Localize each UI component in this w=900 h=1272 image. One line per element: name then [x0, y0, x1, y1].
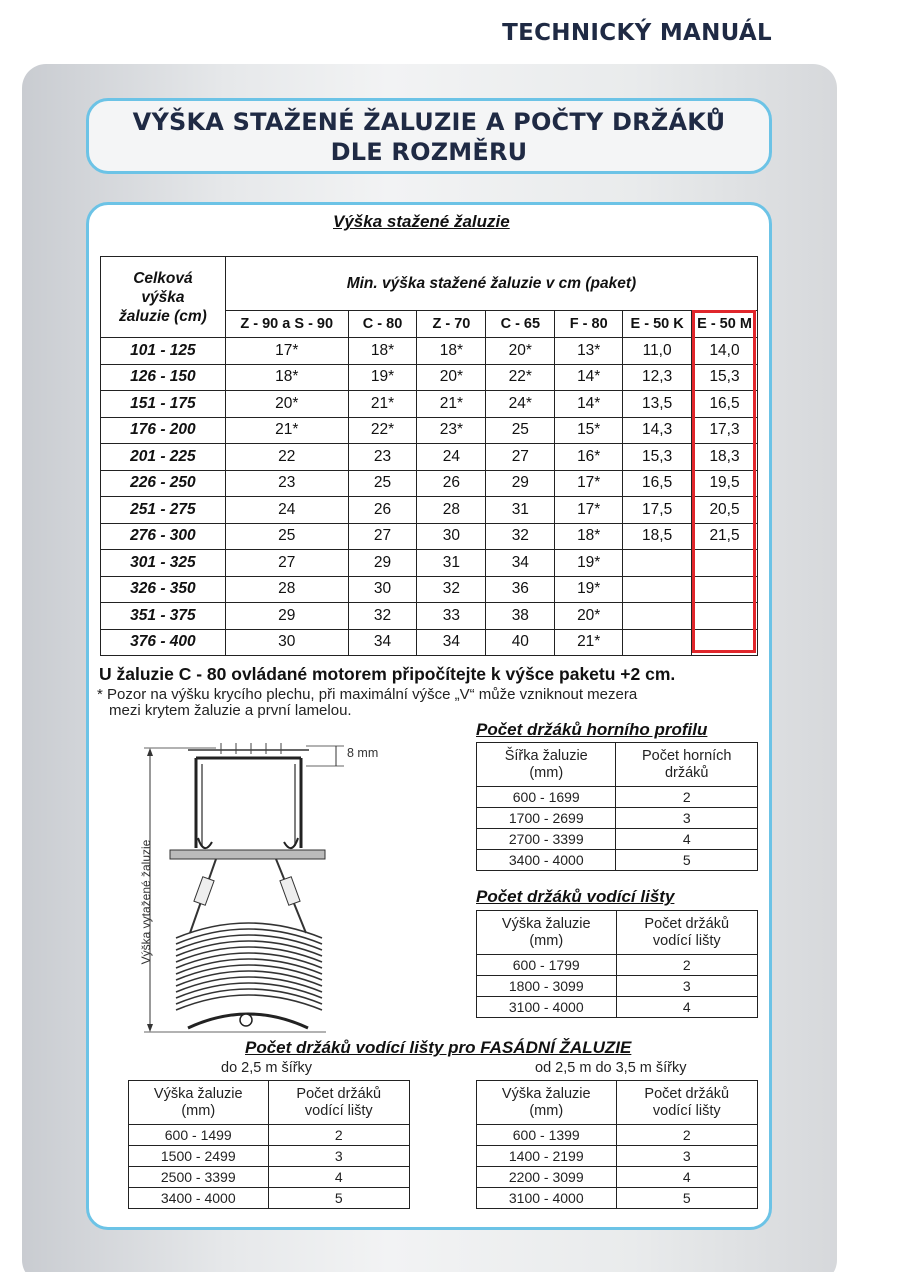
table-cell: 13* — [555, 338, 623, 365]
table-cell: 32 — [348, 603, 417, 630]
table-cell: 11,0 — [623, 338, 692, 365]
table-cell: 16,5 — [692, 391, 758, 418]
row-range: 376 - 400 — [101, 629, 226, 656]
table-cell: 12,3 — [623, 364, 692, 391]
table-cell: 23 — [225, 470, 348, 497]
table-header — [616, 911, 758, 955]
table-row — [101, 391, 758, 418]
corner-header-line: žaluzie (cm) — [118, 307, 207, 325]
blind-profile-diagram — [126, 738, 346, 1038]
table-cell: 3 — [616, 1146, 758, 1167]
table-cell: 20* — [417, 364, 486, 391]
header-line: (mm) — [181, 1102, 216, 1119]
table-cell: 24 — [225, 497, 348, 524]
warning-line: * Pozor na výšku krycího plechu, při maximální výšce „V“ může vzniknout mezera — [97, 686, 638, 703]
guide-rail-title: Počet držáků vodící lišty — [476, 887, 675, 906]
table-row — [129, 1125, 410, 1146]
table-cell: 25 — [225, 523, 348, 550]
table-cell: 32 — [486, 523, 555, 550]
table-header — [616, 1081, 758, 1125]
row-range: 351 - 375 — [101, 603, 226, 630]
table-cell: 30 — [417, 523, 486, 550]
manual-header: TECHNICKÝ MANUÁL — [502, 20, 772, 46]
facade-title: Počet držáků vodící lišty pro FASÁDNÍ ŽALUZIE — [245, 1038, 632, 1057]
table-cell: 22 — [225, 444, 348, 471]
table-row — [101, 603, 758, 630]
table-cell: 19* — [555, 550, 623, 577]
table-cell: 19* — [555, 576, 623, 603]
table-cell: 2 — [616, 1125, 758, 1146]
table-row — [101, 417, 758, 444]
table-cell: 38 — [486, 603, 555, 630]
facade-left-caption: do 2,5 m šířky — [221, 1060, 313, 1076]
table-cell: 28 — [417, 497, 486, 524]
table-row — [129, 1167, 410, 1188]
table-row — [101, 550, 758, 577]
table-row — [129, 1188, 410, 1209]
table-cell: 15* — [555, 417, 623, 444]
table-cell: 34 — [417, 629, 486, 656]
table-cell: 5 — [616, 1188, 758, 1209]
table-cell: 14* — [555, 364, 623, 391]
corner-header-line: výška — [141, 288, 185, 306]
header-line: Počet držáků — [296, 1085, 382, 1102]
table-cell: 21,5 — [692, 523, 758, 550]
table-cell: 24 — [417, 444, 486, 471]
title-box — [86, 98, 772, 174]
column-header: F - 80 — [555, 311, 623, 338]
table-cell: 30 — [348, 576, 417, 603]
table-cell — [623, 550, 692, 577]
table-row — [477, 1125, 758, 1146]
header-line: vodící lišty — [652, 1102, 721, 1119]
table-cell: 27 — [348, 523, 417, 550]
table-cell: 3 — [616, 976, 758, 997]
table-cell: 5 — [616, 850, 758, 871]
table-cell — [623, 603, 692, 630]
table-row — [101, 338, 758, 365]
page-title-line-1: VÝŠKA STAŽENÉ ŽALUZIE A POČTY DRŽÁKŮ — [132, 108, 726, 136]
corner-header — [101, 257, 226, 338]
table-cell: 600 - 1699 — [477, 787, 616, 808]
table-cell: 19* — [348, 364, 417, 391]
table-row — [101, 576, 758, 603]
table-cell: 16,5 — [623, 470, 692, 497]
height-table — [100, 256, 758, 656]
table-cell: 24* — [486, 391, 555, 418]
table-cell: 4 — [616, 1167, 758, 1188]
header-line: držáků — [664, 764, 709, 781]
table-cell: 34 — [348, 629, 417, 656]
row-range: 101 - 125 — [101, 338, 226, 365]
table-cell: 16* — [555, 444, 623, 471]
table-cell: 2200 - 3099 — [477, 1167, 617, 1188]
table-cell: 18* — [225, 364, 348, 391]
table-cell: 33 — [417, 603, 486, 630]
table-cell: 13,5 — [623, 391, 692, 418]
header-line: Počet držáků — [644, 1085, 730, 1102]
table-cell: 26 — [348, 497, 417, 524]
header-line: Šířka žaluzie — [504, 747, 588, 764]
table-cell: 14* — [555, 391, 623, 418]
table-cell: 3 — [616, 808, 758, 829]
table-cell: 14,3 — [623, 417, 692, 444]
table-cell: 25 — [486, 417, 555, 444]
table-row — [477, 808, 758, 829]
table-cell: 31 — [417, 550, 486, 577]
table-cell: 32 — [417, 576, 486, 603]
section-title: Výška stažené žaluzie — [333, 212, 510, 231]
facade-right-caption: od 2,5 m do 3,5 m šířky — [535, 1060, 687, 1076]
table-cell: 18,5 — [623, 523, 692, 550]
table-row — [477, 850, 758, 871]
table-row — [477, 787, 758, 808]
table-cell: 31 — [486, 497, 555, 524]
table-cell: 2 — [268, 1125, 410, 1146]
table-cell: 3400 - 4000 — [477, 850, 616, 871]
table-cell: 34 — [486, 550, 555, 577]
table-cell: 3100 - 4000 — [477, 1188, 617, 1209]
table-cell: 2 — [616, 955, 758, 976]
row-range: 326 - 350 — [101, 576, 226, 603]
table-cell: 2500 - 3399 — [129, 1167, 269, 1188]
table-cell: 22* — [486, 364, 555, 391]
table-row — [101, 444, 758, 471]
table-row — [477, 1188, 758, 1209]
table-cell: 3100 - 4000 — [477, 997, 617, 1018]
header-line: vodící lišty — [304, 1102, 373, 1119]
table-cell: 25 — [348, 470, 417, 497]
table-cell: 1500 - 2499 — [129, 1146, 269, 1167]
highlight-frame — [692, 310, 756, 653]
table-cell: 3 — [268, 1146, 410, 1167]
table-cell: 21* — [417, 391, 486, 418]
table-cell: 4 — [616, 829, 758, 850]
table-cell: 21* — [225, 417, 348, 444]
table-cell: 17,5 — [623, 497, 692, 524]
header-line: Počet držáků — [644, 915, 730, 932]
gap-dimension-label: 8 mm — [347, 746, 379, 760]
table-row — [101, 497, 758, 524]
table-cell: 28 — [225, 576, 348, 603]
table-cell: 29 — [486, 470, 555, 497]
column-header: Z - 70 — [417, 311, 486, 338]
table-cell: 20,5 — [692, 497, 758, 524]
table-cell: 17,3 — [692, 417, 758, 444]
header-line: Výška žaluzie — [153, 1085, 243, 1102]
column-header: Z - 90 a S - 90 — [225, 311, 348, 338]
row-range: 201 - 225 — [101, 444, 226, 471]
facade-left-table — [128, 1080, 410, 1209]
facade-right-table — [476, 1080, 758, 1209]
row-range: 151 - 175 — [101, 391, 226, 418]
top-profile-table — [476, 742, 758, 871]
guide-rail-table — [476, 910, 758, 1018]
table-cell: 20* — [486, 338, 555, 365]
table-cell — [623, 629, 692, 656]
table-cell: 600 - 1499 — [129, 1125, 269, 1146]
corner-header-line: Celková — [133, 269, 193, 287]
row-range: 276 - 300 — [101, 523, 226, 550]
table-row — [101, 364, 758, 391]
table-cell: 14,0 — [692, 338, 758, 365]
table-header — [616, 743, 758, 787]
table-cell: 18* — [348, 338, 417, 365]
table-cell: 21* — [348, 391, 417, 418]
header-line: (mm) — [529, 764, 564, 781]
warning-line: mezi krytem žaluzie a první lamelou. — [109, 702, 352, 719]
table-cell: 600 - 1399 — [477, 1125, 617, 1146]
table-cell: 27 — [486, 444, 555, 471]
table-cell: 1700 - 2699 — [477, 808, 616, 829]
table-row — [129, 1146, 410, 1167]
column-header: E - 50 K — [623, 311, 692, 338]
table-cell: 600 - 1799 — [477, 955, 617, 976]
table-row — [477, 1146, 758, 1167]
table-cell: 18,3 — [692, 444, 758, 471]
header-line: Výška žaluzie — [501, 915, 591, 932]
row-range: 176 - 200 — [101, 417, 226, 444]
table-row — [477, 829, 758, 850]
table-row — [101, 629, 758, 656]
header-line: Počet horních — [642, 747, 732, 764]
table-cell: 19,5 — [692, 470, 758, 497]
table-cell: 18* — [555, 523, 623, 550]
header-line: (mm) — [529, 932, 564, 949]
table-cell: 4 — [616, 997, 758, 1018]
table-cell: 29 — [348, 550, 417, 577]
table-cell: 21* — [555, 629, 623, 656]
column-header: E - 50 M — [692, 311, 758, 338]
table-cell — [623, 576, 692, 603]
span-header: Min. výška stažené žaluzie v cm (paket) — [225, 257, 757, 311]
table-cell: 22* — [348, 417, 417, 444]
header-line: Výška žaluzie — [501, 1085, 591, 1102]
row-range: 251 - 275 — [101, 497, 226, 524]
table-cell: 26 — [417, 470, 486, 497]
table-cell: 15,3 — [692, 364, 758, 391]
table-cell: 1800 - 3099 — [477, 976, 617, 997]
table-header — [477, 743, 616, 787]
table-header — [477, 1081, 617, 1125]
header-line: (mm) — [529, 1102, 564, 1119]
table-cell: 2700 - 3399 — [477, 829, 616, 850]
table-cell: 15,3 — [623, 444, 692, 471]
column-header: C - 80 — [348, 311, 417, 338]
table-cell: 23 — [348, 444, 417, 471]
table-cell: 20* — [225, 391, 348, 418]
table-cell: 29 — [225, 603, 348, 630]
table-cell: 1400 - 2199 — [477, 1146, 617, 1167]
table-row — [101, 523, 758, 550]
table-cell: 18* — [417, 338, 486, 365]
height-dimension-label: Výška vytažené žaluzie — [139, 839, 153, 965]
table-cell: 23* — [417, 417, 486, 444]
table-row — [477, 976, 758, 997]
table-row — [477, 997, 758, 1018]
table-cell: 17* — [555, 470, 623, 497]
row-range: 126 - 150 — [101, 364, 226, 391]
table-cell: 30 — [225, 629, 348, 656]
table-cell: 27 — [225, 550, 348, 577]
table-row — [477, 955, 758, 976]
row-range: 301 - 325 — [101, 550, 226, 577]
table-cell: 36 — [486, 576, 555, 603]
table-row — [477, 1167, 758, 1188]
table-cell: 17* — [555, 497, 623, 524]
table-cell: 40 — [486, 629, 555, 656]
motor-note: U žaluzie C - 80 ovládané motorem připočítejte k výšce paketu +2 cm. — [99, 664, 676, 684]
page-title-line-2: DLE ROZMĚRU — [330, 138, 528, 166]
table-header — [129, 1081, 269, 1125]
table-header — [477, 911, 617, 955]
header-line: vodící lišty — [652, 932, 721, 949]
table-cell: 4 — [268, 1167, 410, 1188]
table-cell: 5 — [268, 1188, 410, 1209]
table-cell: 17* — [225, 338, 348, 365]
column-header: C - 65 — [486, 311, 555, 338]
table-row — [101, 470, 758, 497]
table-cell: 2 — [616, 787, 758, 808]
table-header — [268, 1081, 410, 1125]
row-range: 226 - 250 — [101, 470, 226, 497]
table-cell: 20* — [555, 603, 623, 630]
table-cell: 3400 - 4000 — [129, 1188, 269, 1209]
warning-note — [97, 687, 637, 719]
top-profile-title: Počet držáků horního profilu — [476, 720, 708, 739]
